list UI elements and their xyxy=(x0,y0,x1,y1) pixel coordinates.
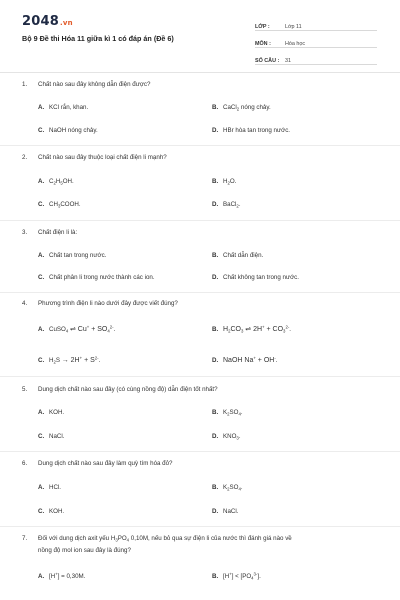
option-letter: C. xyxy=(38,508,45,515)
option-text: $C_2H_5OH$. xyxy=(49,178,74,186)
option-b[interactable] xyxy=(212,483,243,493)
option-b[interactable] xyxy=(212,103,271,113)
option-letter: B. xyxy=(212,573,219,580)
option-text: BaCl$_2$. xyxy=(223,201,241,209)
option-text: [H+] = 0,30M. xyxy=(49,571,86,580)
document-meta xyxy=(255,17,377,68)
option-a[interactable] xyxy=(38,483,61,493)
option-letter: B. xyxy=(212,326,219,333)
option-c[interactable] xyxy=(38,432,64,442)
question-stem xyxy=(22,228,77,238)
option-text: NaCl. xyxy=(223,508,239,515)
option-letter: D. xyxy=(212,357,219,364)
option-a[interactable] xyxy=(38,251,106,261)
question-text: Đối với dung dịch axit yếu $H_3PO_4$ 0,10M, nếu bỏ qua sự điện li của nước thì đánh giá nào về xyxy=(38,535,292,543)
option-letter: A. xyxy=(38,484,45,491)
option-c[interactable] xyxy=(38,273,155,283)
meta-class-value: Lớp 11 xyxy=(285,24,302,30)
option-c[interactable] xyxy=(38,356,100,366)
question-number: 1. xyxy=(22,81,28,88)
question-stem xyxy=(22,299,178,309)
question-stem xyxy=(22,80,150,90)
option-a[interactable] xyxy=(38,572,85,582)
question-text: Chất điện li là: xyxy=(38,229,78,236)
option-text: HCl. xyxy=(49,484,62,491)
option-text: NaOH Na+ + OH-. xyxy=(223,355,278,364)
option-text: $H_2S \to 2H^+ + S^{2-}$. xyxy=(49,355,101,365)
site-logo[interactable] xyxy=(22,14,73,29)
meta-class-label: LỚP : xyxy=(255,24,270,30)
question-text: Chất nào sau đây không dẫn điện được? xyxy=(38,81,151,88)
option-b[interactable] xyxy=(212,325,291,335)
meta-subject-value: Hóa học xyxy=(285,41,306,47)
option-text: Chất tan trong nước. xyxy=(49,252,107,259)
meta-class-row xyxy=(255,17,377,31)
meta-count-label: SỐ CÂU : xyxy=(255,58,280,64)
question-divider xyxy=(0,292,400,293)
option-text: CuSO$_4$ ⇌ $Cu^+ + SO_4^{2-}$. xyxy=(49,324,116,334)
option-letter: B. xyxy=(212,252,219,259)
option-text: CaCl$_2$ nóng chảy. xyxy=(223,104,271,112)
logo-text: 2048 xyxy=(22,14,59,29)
option-text: $K_2SO_4$. xyxy=(223,409,243,417)
question-stem xyxy=(22,534,292,544)
question-number: 3. xyxy=(22,229,28,236)
meta-count-value: 31 xyxy=(285,58,291,64)
question-divider xyxy=(0,526,400,527)
option-a[interactable] xyxy=(38,408,64,418)
question-divider xyxy=(0,451,400,452)
option-letter: C. xyxy=(38,433,45,440)
document-header xyxy=(0,0,400,74)
question-text: Chất nào sau đây thuộc loại chất điện li mạnh? xyxy=(38,154,167,161)
option-b[interactable] xyxy=(212,251,263,261)
question-text: Dung dịch chất nào sau đây (có cùng nồng độ) dẫn điện tốt nhất? xyxy=(38,386,218,393)
option-b[interactable] xyxy=(212,177,236,187)
option-a[interactable] xyxy=(38,103,88,113)
option-text: KOH. xyxy=(49,409,65,416)
question-number: 6. xyxy=(22,460,28,467)
question-number: 4. xyxy=(22,300,28,307)
option-b[interactable] xyxy=(212,572,261,582)
option-a[interactable] xyxy=(38,177,74,187)
option-text: Chất dẫn điện. xyxy=(223,252,264,259)
option-letter: B. xyxy=(212,484,219,491)
option-c[interactable] xyxy=(38,126,98,136)
option-letter: A. xyxy=(38,409,45,416)
question-number: 5. xyxy=(22,386,28,393)
option-letter: B. xyxy=(212,409,219,416)
option-text: NaOH nóng chảy. xyxy=(49,127,98,134)
option-c[interactable] xyxy=(38,200,81,210)
option-b[interactable] xyxy=(212,408,243,418)
option-letter: A. xyxy=(38,178,45,185)
question-divider xyxy=(0,145,400,146)
option-letter: D. xyxy=(212,508,219,515)
meta-count-row xyxy=(255,51,377,65)
question-divider xyxy=(0,220,400,221)
option-text: $CH_3COOH$. xyxy=(49,201,81,209)
question-stem xyxy=(22,153,167,163)
option-text: $KNO_3$. xyxy=(223,433,241,441)
question-number: 2. xyxy=(22,154,28,161)
logo-tld: .vn xyxy=(59,19,73,27)
option-text: NaCl. xyxy=(49,433,65,440)
option-c[interactable] xyxy=(38,507,64,517)
question-text-continued: nồng độ mol ion sau đây là đúng? xyxy=(38,547,131,554)
question-text: Phương trình điện li nào dưới đây được viết đúng? xyxy=(38,300,178,307)
option-letter: A. xyxy=(38,326,45,333)
option-letter: D. xyxy=(212,274,219,281)
meta-subject-label: MÔN : xyxy=(255,41,271,47)
option-letter: B. xyxy=(212,178,219,185)
question-text: Dung dịch chất nào sau đây làm quỳ tím hóa đỏ? xyxy=(38,460,173,467)
option-text: HBr hòa tan trong nước. xyxy=(223,127,291,134)
question-number: 7. xyxy=(22,535,28,542)
option-letter: C. xyxy=(38,201,45,208)
header-divider xyxy=(0,72,400,73)
option-text: $[H^+] < [PO_4^{3-}]$. xyxy=(223,571,261,581)
option-d[interactable] xyxy=(212,200,241,210)
question-divider xyxy=(0,376,400,377)
option-letter: A. xyxy=(38,104,45,111)
option-letter: A. xyxy=(38,252,45,259)
option-letter: D. xyxy=(212,433,219,440)
option-letter: C. xyxy=(38,274,45,281)
option-text: KOH. xyxy=(49,508,65,515)
option-text: $H_2CO_3$ ⇌ $2H^+ + CO_3^{2-}$. xyxy=(223,324,291,334)
option-d[interactable] xyxy=(212,356,278,366)
meta-subject-row xyxy=(255,34,377,48)
question-stem xyxy=(22,385,218,395)
option-letter: C. xyxy=(38,357,45,364)
option-letter: C. xyxy=(38,127,45,134)
option-letter: B. xyxy=(212,104,219,111)
option-text: Chất không tan trong nước. xyxy=(223,274,299,281)
option-letter: A. xyxy=(38,573,45,580)
option-text: $K_2SO_4$. xyxy=(223,484,243,492)
option-letter: D. xyxy=(212,201,219,208)
option-text: $H_2O$. xyxy=(223,178,237,186)
option-text: Chất phân li trong nước thành các ion. xyxy=(49,274,155,281)
option-text: KCl rắn, khan. xyxy=(49,104,89,111)
document-title: Bộ 9 Đề thi Hóa 11 giữa kì 1 có đáp án (Đề 6) xyxy=(22,34,174,43)
option-d[interactable] xyxy=(212,507,238,517)
option-d[interactable] xyxy=(212,126,290,136)
option-a[interactable] xyxy=(38,325,115,335)
option-d[interactable] xyxy=(212,432,241,442)
option-letter: D. xyxy=(212,127,219,134)
option-d[interactable] xyxy=(212,273,299,283)
question-stem xyxy=(22,459,173,469)
